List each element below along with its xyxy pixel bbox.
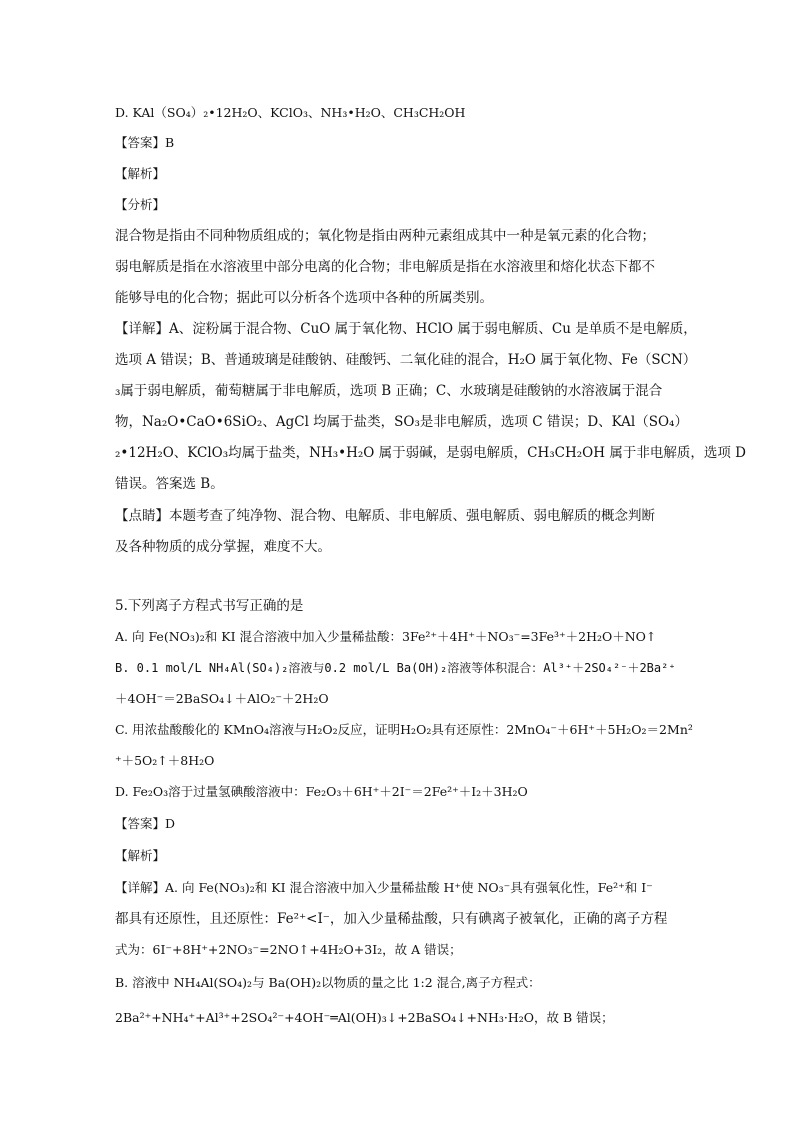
detail-line: ₂•12H₂O、KClO₃均属于盐类，NH₃•H₂O 属于弱碱，是弱电解质，CH₃CH₂OH 属于非电解质，选项 D xyxy=(115,445,746,461)
note-line: 【点睛】本题考查了纯净物、混合物、电解质、非电解质、强电解质、弱电解质的概念判断 xyxy=(115,508,655,524)
detail-line: 式为：6I⁻+8H⁺+2NO₃⁻=2NO↑+4H₂O+3I₂，故 A 错误； xyxy=(115,942,462,957)
paragraph-line: 混合物是指由不同种物质组成的；氧化物是指由两种元素组成其中一种是氧元素的化合物； xyxy=(115,228,655,244)
analysis-label: 【解析】 xyxy=(115,848,166,863)
option-d-line: D. KAl（SO₄）₂•12H₂O、KClO₃、NH₃•H₂O、CH₃CH₂OH xyxy=(115,105,466,120)
question-title: 5.下列离子方程式书写正确的是 xyxy=(115,598,304,614)
detail-line: 【详解】A、淀粉属于混合物、CuO 属于氧化物、HClO 属于弱电解质、Cu 是单质不是电解质， xyxy=(115,321,697,337)
option-d: D. Fe₂O₃溶于过量氢碘酸溶液中：Fe₂O₃＋6H⁺＋2I⁻＝2Fe²⁺＋I₂＋3H₂O xyxy=(115,784,528,799)
detail-line: B. 溶液中 NH₄Al(SO₄)₂与 Ba(OH)₂以物质的量之比 1:2 混合,离子方程式： xyxy=(115,975,541,990)
paragraph-line: 能够导电的化合物；据此可以分析各个选项中各种的所属类别。 xyxy=(115,290,493,306)
detail-line: 选项 A 错误；B、普通玻璃是硅酸钠、硅酸钙、二氧化硅的混合，H₂O 属于氧化物、Fe（SCN） xyxy=(115,352,697,368)
answer-label: 【答案】D xyxy=(115,816,176,831)
option-a: A. 向 Fe(NO₃)₂和 KI 混合溶液中加入少量稀盐酸：3Fe²⁺＋4H⁺＋NO₃⁻=3Fe³⁺＋2H₂O＋NO↑ xyxy=(115,629,657,644)
detail-line: 物，Na₂O•CaO•6SiO₂、AgCl 均属于盐类，SO₃是非电解质，选项 C 错误；D、KAl（SO₄） xyxy=(115,414,688,430)
fenxi-label: 【分析】 xyxy=(115,197,166,212)
option-b-cont: ＋4OH⁻＝2BaSO₄↓＋AlO₂⁻＋2H₂O xyxy=(115,691,329,706)
option-c: C. 用浓盐酸酸化的 KMnO₄溶液与H₂O₂反应，证明H₂O₂具有还原性：2MnO₄⁻＋6H⁺＋5H₂O₂＝2Mn² xyxy=(115,722,693,737)
detail-line: ₃属于弱电解质，葡萄糖属于非电解质，选项 B 正确；C、水玻璃是硅酸钠的水溶液属于混合 xyxy=(115,383,663,399)
analysis-label: 【解析】 xyxy=(115,166,166,181)
option-c-cont: ⁺＋5O₂↑＋8H₂O xyxy=(115,753,215,768)
detail-line: 【详解】A. 向 Fe(NO₃)₂和 KI 混合溶液中加入少量稀盐酸 H⁺使 NO₃⁻具有强氧化性，Fe²⁺和 I⁻ xyxy=(115,880,653,895)
detail-line: 2Ba²⁺+NH₄⁺+Al³⁺+2SO₄²⁻+4OH⁻═Al(OH)₃↓+2BaSO₄↓+NH₃·H₂O，故 B 错误； xyxy=(115,1010,614,1025)
paragraph-line: 弱电解质是指在水溶液里中部分电离的化合物；非电解质是指在水溶液里和熔化状态下都不 xyxy=(115,259,655,275)
answer-label: 【答案】B xyxy=(115,135,175,150)
note-line: 及各种物质的成分掌握，难度不大。 xyxy=(115,539,331,555)
detail-line: 错误。答案选 B。 xyxy=(115,476,224,492)
detail-line: 都具有还原性，且还原性：Fe²⁺<I⁻，加入少量稀盐酸，只有碘离子被氧化，正确的离子方程 xyxy=(115,911,668,927)
option-b: B. 0.1 mol/L NH₄Al(SO₄)₂溶液与0.2 mol/L Ba(OH)₂溶液等体积混合：Al³⁺＋2SO₄²⁻＋2Ba²⁺ xyxy=(115,661,676,675)
